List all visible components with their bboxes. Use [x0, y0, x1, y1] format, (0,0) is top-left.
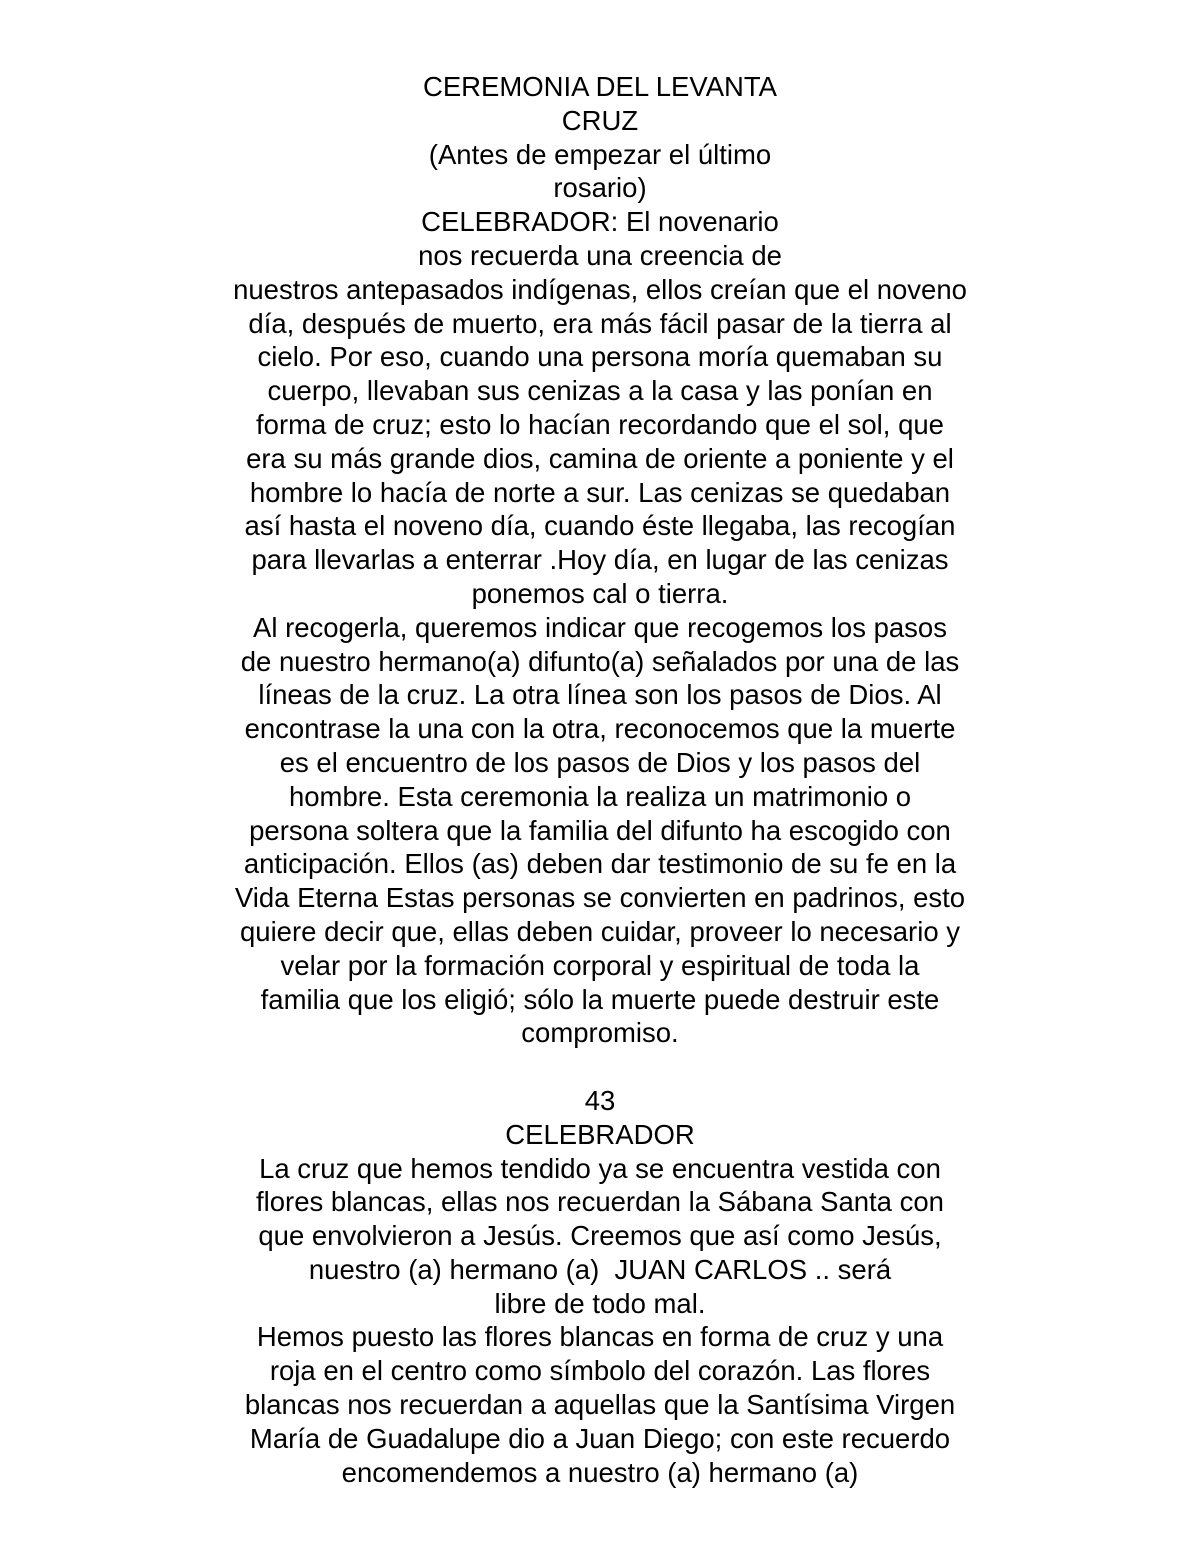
text-line: Hemos puesto las flores blancas en forma de cruz y una: [256, 1321, 944, 1353]
text-line: cuerpo, llevaban sus cenizas a la casa y las ponían en: [267, 375, 933, 407]
text-line: blancas nos recuerdan a aquellas que la Santísima Virgen: [244, 1389, 956, 1421]
text-line: roja en el centro como símbolo del corazón. Las flores: [269, 1355, 931, 1387]
text-line: nos recuerda una creencia de: [418, 239, 782, 271]
text-line: de nuestro hermano(a) difunto(a) señalados por una de las: [240, 645, 960, 677]
text-line: nuestros antepasados indígenas, ellos creían que el noveno: [233, 273, 967, 305]
flowers-paragraph: [0, 1152, 1200, 1321]
section-heading: CELEBRADOR: [505, 1118, 695, 1150]
text-line: cielo. Por eso, cuando una persona moría quemaban su: [257, 341, 943, 373]
cross-flowers-paragraph: [0, 1320, 1200, 1489]
text-line: Al recogerla, queremos indicar que recogemos los pasos: [253, 611, 947, 643]
text-line: día, después de muerto, era más fácil pasar de la tierra al: [248, 307, 952, 339]
text-line: líneas de la cruz. La otra línea son los pasos de Dios. Al: [258, 679, 942, 711]
text-line: anticipación. Ellos (as) deben dar testimonio de su fe en la: [243, 848, 957, 880]
page-number: 43: [584, 1084, 616, 1116]
title-line: CRUZ: [561, 104, 639, 136]
text-line: nuestro (a) hermano (a) JUAN CARLOS .. será: [308, 1253, 892, 1285]
text-line: María de Guadalupe dio a Juan Diego; con este recuerdo: [249, 1422, 951, 1454]
text-line: CELEBRADOR: El novenario: [421, 206, 779, 238]
text-line: forma de cruz; esto lo hacían recordando que el sol, que: [256, 408, 944, 440]
text-line: quiere decir que, ellas deben cuidar, proveer lo necesario y: [239, 915, 961, 947]
text-line: libre de todo mal.: [494, 1287, 706, 1319]
subtitle-line: (Antes de empezar el último: [428, 138, 772, 170]
subtitle-line: rosario): [553, 172, 647, 204]
text-line: encontrase la una con la otra, reconocemos que la muerte: [244, 713, 956, 745]
text-line: hombre. Esta ceremonia la realiza un matrimonio o: [288, 780, 912, 812]
blank-line: [0, 1050, 1200, 1084]
text-line: compromiso.: [521, 1017, 679, 1049]
text-line: La cruz que hemos tendido ya se encuentra vestida con: [259, 1152, 941, 1184]
text-line: que envolvieron a Jesús. Creemos que así como Jesús,: [258, 1220, 942, 1252]
text-line: así hasta el noveno día, cuando éste llegaba, las recogían: [244, 510, 956, 542]
text-line: es el encuentro de los pasos de Dios y los pasos del: [279, 746, 921, 778]
ceremony-paragraph: [0, 611, 1200, 1050]
text-line: flores blancas, ellas nos recuerdan la Sábana Santa con: [256, 1186, 944, 1218]
text-line: velar por la formación corporal y espiritual de toda la: [280, 949, 920, 981]
document-title: [0, 70, 1200, 205]
text-line: persona soltera que la familia del difunto ha escogido con: [249, 814, 951, 846]
title-line: CEREMONIA DEL LEVANTA: [422, 71, 778, 102]
text-line: encomendemos a nuestro (a) hermano (a): [341, 1456, 859, 1488]
intro-paragraph: [0, 205, 1200, 611]
text-line: era su más grande dios, camina de oriente a poniente y el: [246, 442, 954, 474]
text-line: Vida Eterna Estas personas se convierten en padrinos, esto: [234, 882, 966, 914]
text-line: para llevarlas a enterrar .Hoy día, en lugar de las cenizas: [251, 544, 949, 576]
document-page: [0, 70, 1200, 1489]
text-line: familia que los eligió; sólo la muerte puede destruir este: [260, 983, 940, 1015]
text-line: hombre lo hacía de norte a sur. Las cenizas se quedaban: [249, 476, 951, 508]
text-line: ponemos cal o tierra.: [471, 577, 729, 609]
